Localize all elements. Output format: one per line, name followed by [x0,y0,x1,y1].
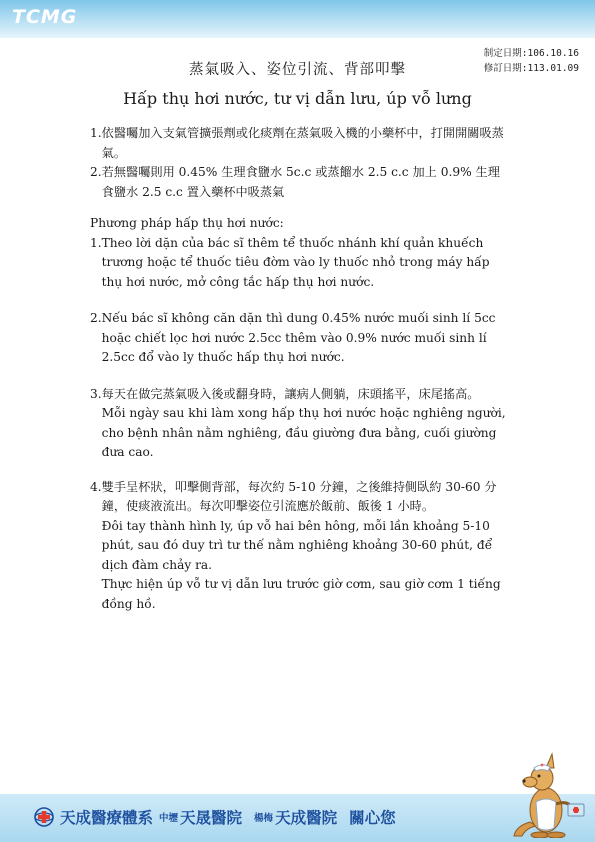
item-text-vietnamese: Theo lời dặn của bác sĩ thêm tể thuốc nhánh khí quản khuếch trương hoặc tể thuốc tiêu đờm vào ly thuốc nhỏ trong máy hấp thụ hơi nước, mở công tắc hấp thụ hơi nước. [101,235,490,289]
item-text-vietnamese: Thực hiện úp vỗ tư vị dẫn lưu trước giờ cơm, sau giờ cơm 1 tiếng đồng hồ. [101,577,501,611]
brand-logo-text: TCMG [12,6,78,28]
footer-location-2: 楊梅 [254,813,274,824]
item-text [102,478,510,615]
item-text [102,385,510,463]
list-item [90,309,510,368]
page-title-chinese: 蒸氣吸入、姿位引流、背部叩擊 [189,62,406,78]
section-heading: Phương pháp hấp thụ hơi nước: [90,216,284,230]
list-item [90,163,510,202]
footer-hospital-1: 天晟醫院 [180,809,243,827]
item-text-chinese: 每天在做完蒸氣吸入後或翻身時，讓病人側躺，床頭搖平，床尾搖高。 [101,386,480,401]
item-number: 1. [90,235,102,250]
footer-location-1: 中壢 [159,813,179,824]
item-text-vietnamese: Đôi tay thành hình ly, úp vỗ hai bên hông, mỗi lần khoảng 5-10 phút, sau đó duy trì tư thế nằm nghiêng khoảng 30-60 phút, để dịch đàm chảy ra. [101,518,493,572]
date-revised: 修訂日期:113.01.09 [483,63,579,74]
list-item [90,478,510,615]
item-text-vietnamese: Nếu bác sĩ không căn dặn thì dung 0.45% nước muối sinh lí 5cc hoặc chiết lọc hơi nước 2.5cc thêm vào 0.9% nước muối sinh lí 2.5cc đổ vào ly thuốc hấp thụ hơi nước. [101,311,496,364]
footer-hospital-2: 天成醫院 [275,809,338,827]
page-title-vietnamese: Hấp thụ hơi nước, tư vị dẫn lưu, úp vỗ lưng [123,89,472,108]
item-text-chinese: 依醫囑加入支氣管擴張劑或化痰劑在蒸氣吸入機的小藥杯中，打開開關吸蒸氣。 [101,126,504,160]
item-text-vietnamese: Mỗi ngày sau khi làm xong hấp thụ hơi nước hoặc nghiêng người, cho bệnh nhân nằm nghiêng, đầu giường đưa bằng, cuối giường đưa cao. [101,406,506,459]
list-item [90,234,510,293]
item-number: 4. [90,479,102,494]
footer-group-name: 天成醫療體系 [60,809,154,827]
item-number: 2. [90,311,102,325]
item-text-chinese: 若無醫囑則用 0.45% 生理食鹽水 5c.c 或蒸餾水 2.5 c.c 加上 0.9% 生理食鹽水 2.5 c.c 置入藥杯中吸蒸氣 [101,165,500,199]
document-body [90,124,510,614]
kangaroo-nurse-mascot-icon [512,752,588,838]
item-text-chinese: 雙手呈杯狀，叩擊側背部，每次約 5-10 分鐘，之後維持側臥約 30-60 分鐘，使痰液流出。每次叩擊姿位引流應於飯前、飯後 1 小時。 [101,479,497,513]
red-cross-globe-logo-icon [34,807,54,827]
item-number: 3. [90,386,102,401]
footer-slogan: 關心您 [349,809,396,827]
list-item [90,124,510,163]
header-band [0,0,595,38]
list-item [90,385,510,463]
item-number: 2. [90,165,102,179]
footer-hospital-banner [34,806,396,828]
date-made: 制定日期:106.10.16 [483,48,579,59]
item-number: 1. [90,126,102,140]
